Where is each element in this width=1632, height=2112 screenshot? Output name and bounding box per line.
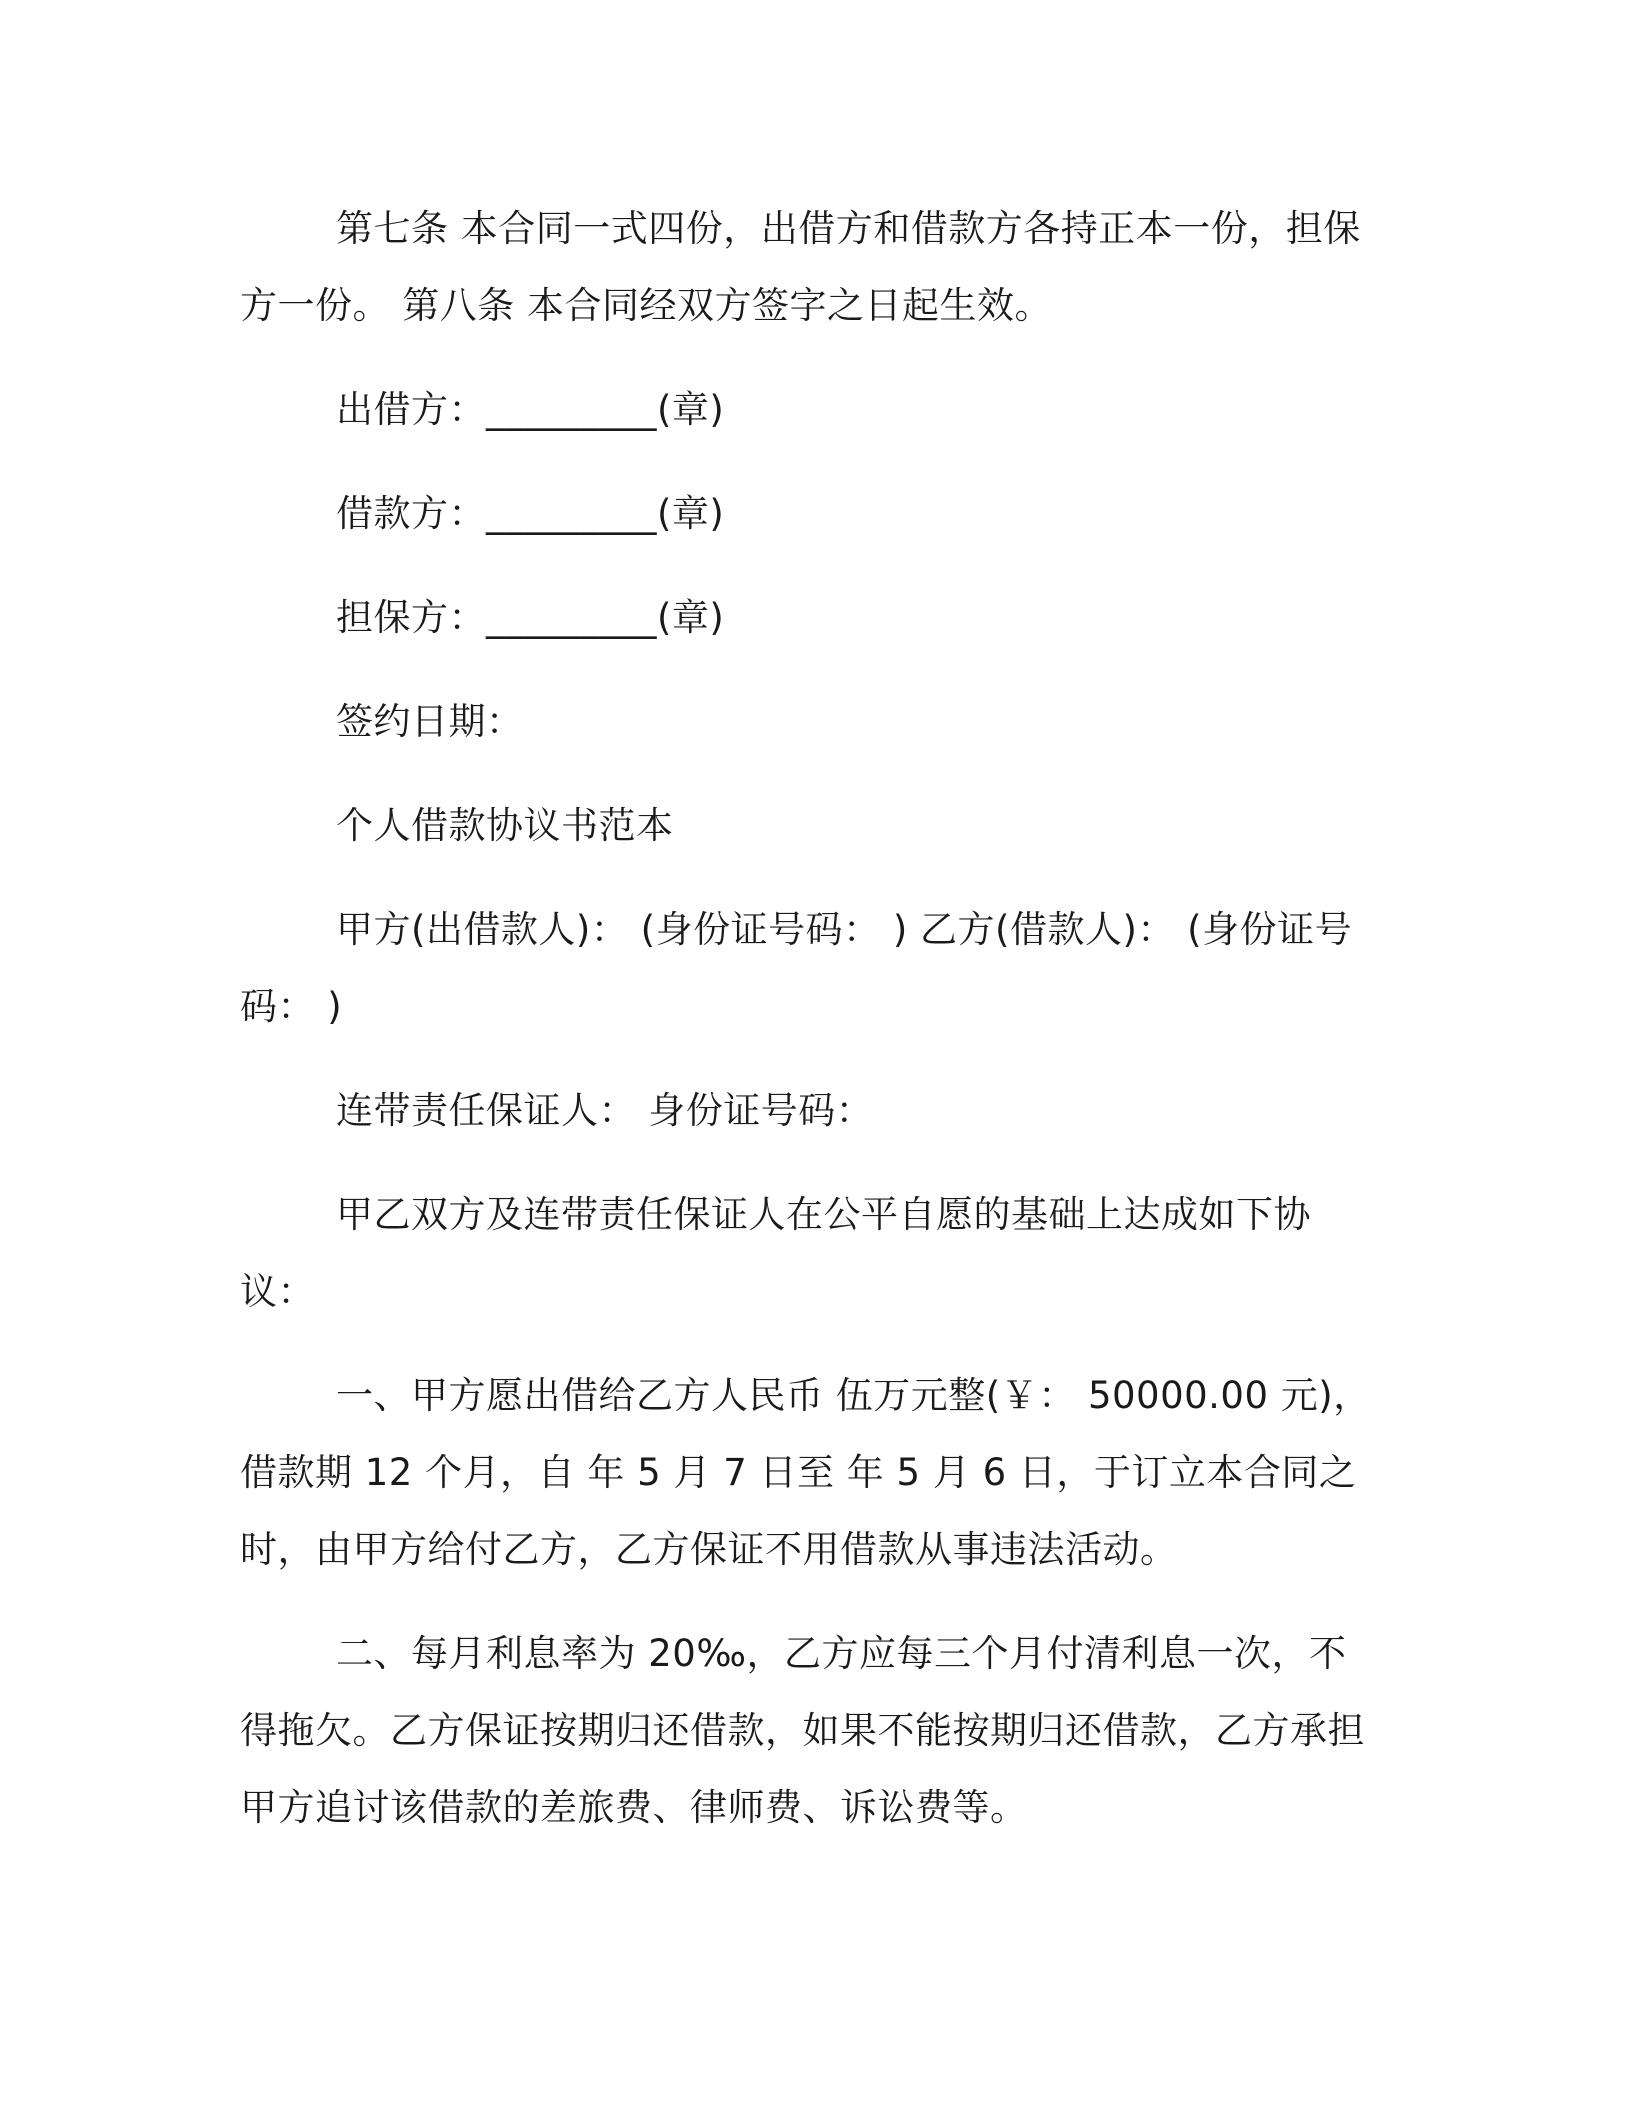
clause-1: 一、甲方愿出借给乙方人民币 伍万元整(￥： 50000.00 元)，借款期 12 个月，自 年 5 月 7 日至 年 5 月 6 日，于订立本合同之时，由甲方给付乙方，乙方保证不用借款从事违法活动。 [240, 1374, 1371, 1571]
paragraph-article-7-8: 第七条 本合同一式四份，出借方和借款方各持正本一份，担保方一份。 第八条 本合同经双方签字之日起生效。 [240, 207, 1361, 327]
signature-lender: 出借方：_________(章) [336, 388, 725, 431]
signature-borrower: 借款方：_________(章) [336, 492, 725, 535]
guarantor-paragraph: 连带责任保证人： 身份证号码： [336, 1089, 874, 1132]
agreement-intro: 甲乙双方及连带责任保证人在公平自愿的基础上达成如下协议： [240, 1193, 1311, 1313]
signing-date: 签约日期： [336, 700, 524, 743]
clause-2: 二、每月利息率为 20‰，乙方应每三个月付清利息一次，不得拖欠。乙方保证按期归还借款，如果不能按期归还借款，乙方承担甲方追讨该借款的差旅费、律师费、诉讼费等。 [240, 1632, 1365, 1829]
document-title: 个人借款协议书范本 [336, 804, 674, 847]
document-page [240, 190, 1380, 1873]
parties-paragraph: 甲方(出借款人)： (身份证号码： ) 乙方(借款人)： (身份证号码： ) [240, 908, 1353, 1028]
signature-guarantor: 担保方：_________(章) [336, 596, 725, 639]
